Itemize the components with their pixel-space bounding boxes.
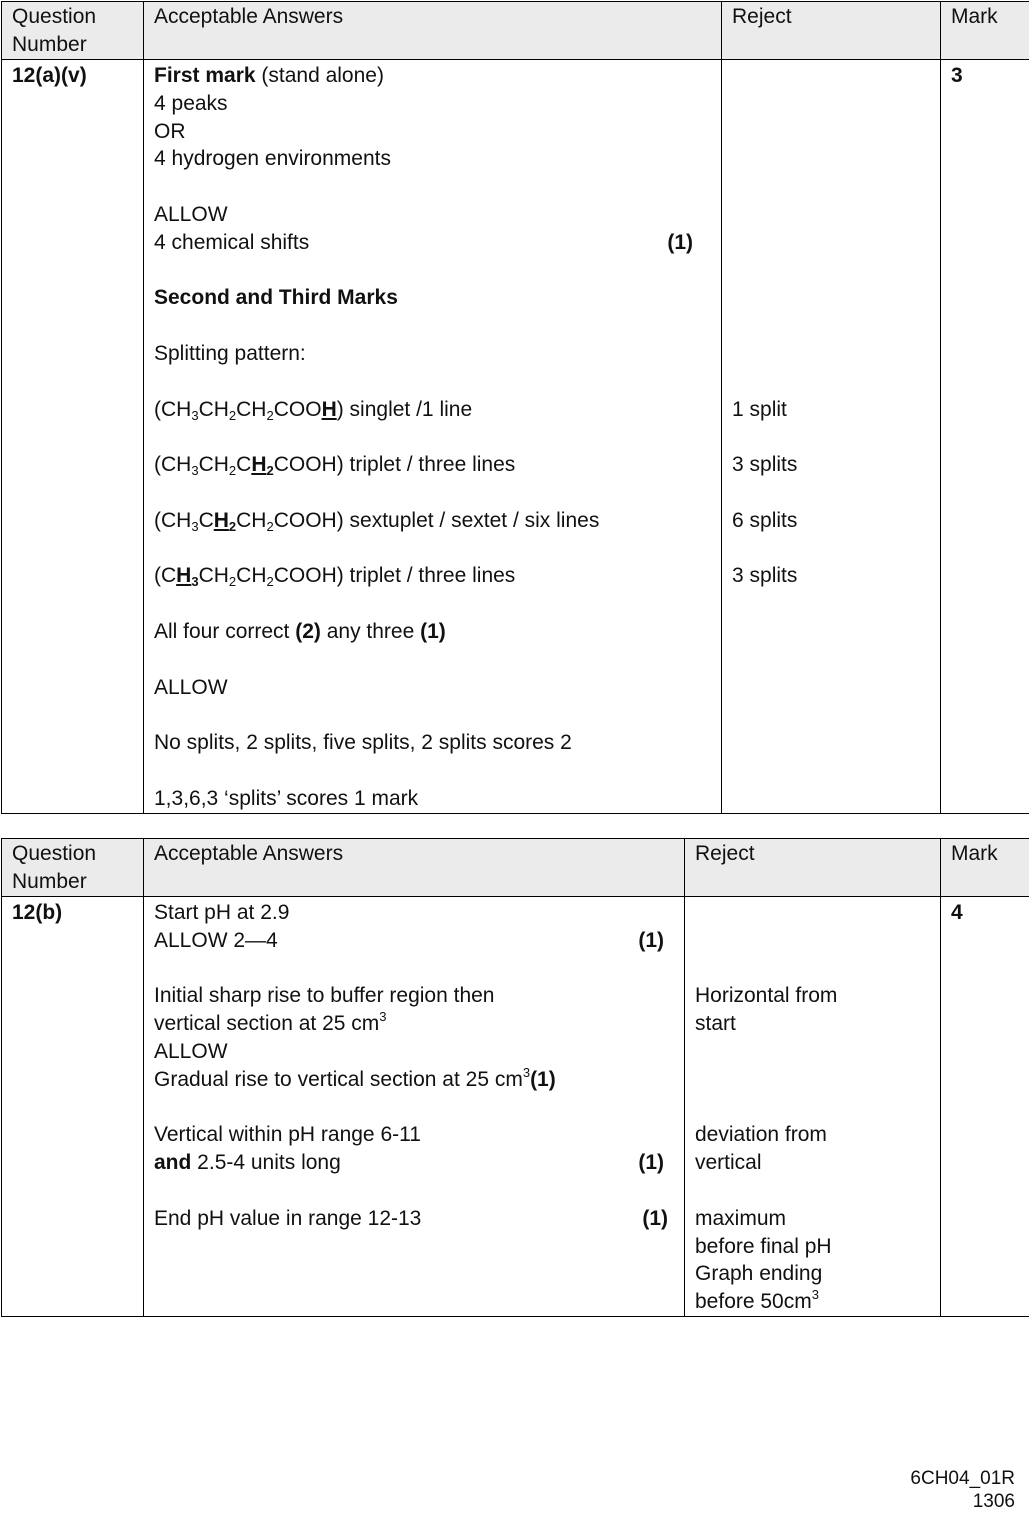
reject-cell — [722, 60, 941, 814]
reject-item: 3 splits — [732, 562, 930, 590]
all-four-correct-line: All four correct (2) any three (1) — [154, 618, 711, 646]
end-ph-line: End pH value in range 12-13 (1) — [154, 1205, 674, 1233]
table-row — [2, 897, 1029, 1317]
splitting-pattern-text: Splitting pattern: — [154, 340, 711, 368]
splits-1363-text: 1,3,6,3 ‘splits’ scores 1 mark — [154, 785, 711, 813]
allow-text-2: ALLOW — [154, 674, 711, 702]
gradual-rise-line: Gradual rise to vertical section at 25 $cm^3(1)$ — [154, 1066, 674, 1094]
chem-shifts-line — [154, 229, 711, 257]
header-reject: Reject — [722, 2, 941, 60]
no-splits-text: No splits, 2 splits, five splits, 2 splits scores 2 — [154, 729, 711, 757]
splitting-line-3: $(CH_3CH_2CH_2COOH)$ sextuplet / sextet / six lines — [154, 507, 711, 535]
reject-maximum: maximum before final pH Graph ending before $50cm^3$ — [695, 1205, 930, 1316]
reject-horizontal: Horizontal from start — [695, 982, 930, 1038]
mark-value: 4 — [941, 897, 1029, 1317]
allow-range-line: ALLOW 2—4 (1) — [154, 927, 674, 955]
or-text: OR — [154, 118, 711, 146]
allow-text: ALLOW — [154, 1038, 674, 1066]
reject-cell — [685, 897, 941, 1317]
reject-item: 3 splits — [732, 451, 930, 479]
acceptable-answers-cell — [144, 60, 722, 814]
environments-text: 4 hydrogen environments — [154, 145, 711, 173]
second-third-title: Second and Third Marks — [154, 284, 711, 312]
header-question-number: Question Number — [2, 839, 144, 897]
splitting-line-1: $(CH_3CH_2CH_2COOH)$ singlet /1 line — [154, 396, 711, 424]
initial-rise-text: Initial sharp rise to buffer region then — [154, 982, 674, 1010]
acceptable-answers-cell — [144, 897, 685, 1317]
page-number: 1306 — [910, 1490, 1015, 1513]
first-mark-title: First mark — [154, 64, 256, 87]
chem-shifts-text: 4 chemical shifts — [154, 229, 309, 257]
question-number: 12(b) — [2, 897, 144, 1317]
reject-item: 6 splits — [732, 507, 930, 535]
vertical-within-text: Vertical within pH range 6-11 — [154, 1121, 674, 1149]
header-question-number: Question Number — [2, 2, 144, 60]
reject-deviation: deviation from vertical — [695, 1121, 930, 1177]
page-footer — [910, 1467, 1015, 1513]
first-mark-note: (stand alone) — [256, 64, 384, 87]
start-ph-text: Start pH at 2.9 — [154, 899, 674, 927]
header-acceptable-answers: Acceptable Answers — [144, 2, 722, 60]
splitting-line-2: $(CH_3CH_2CH_2COOH)$ triplet / three lines — [154, 451, 711, 479]
question-number: 12(a)(v) — [2, 60, 144, 814]
reject-item: 1 split — [732, 396, 930, 424]
table-row — [2, 60, 1029, 814]
mark-value: 3 — [941, 60, 1029, 814]
header-mark: Mark — [941, 2, 1029, 60]
mark-scheme-table-12av — [1, 1, 1029, 814]
splitting-line-4: $(CH_3CH_2CH_2COOH)$ triplet / three lines — [154, 562, 711, 590]
footer-code: 6CH04_01R — [910, 1467, 1015, 1490]
header-reject: Reject — [685, 839, 941, 897]
peaks-text: 4 peaks — [154, 90, 711, 118]
first-mark-line — [154, 62, 711, 90]
header-mark: Mark — [941, 839, 1029, 897]
units-long-line: and 2.5-4 units long (1) — [154, 1149, 674, 1177]
table-header-row — [2, 839, 1029, 897]
vertical-section-line: vertical section at 25 $cm^3$ — [154, 1010, 674, 1038]
allow-text: ALLOW — [154, 201, 711, 229]
header-acceptable-answers: Acceptable Answers — [144, 839, 685, 897]
mark-scheme-table-12b — [1, 838, 1029, 1317]
table-header-row — [2, 2, 1029, 60]
mark-one: (1) — [667, 229, 693, 257]
